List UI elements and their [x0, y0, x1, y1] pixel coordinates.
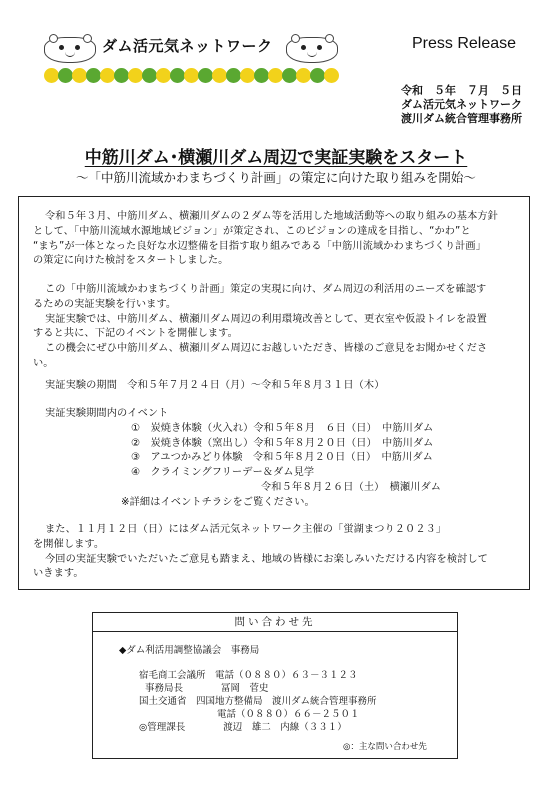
- body-line: 令和５年３月、中筋川ダム、横瀬川ダムの２ダム等を活用した地域活動等への取り組みの基本方針: [45, 211, 498, 222]
- event-item: ④ クライミングフリーデー＆ダム見学: [131, 467, 315, 479]
- body-line: いきます。: [33, 568, 84, 580]
- event-item: ③ アユつかみどり体験 令和５年８月２０日（日） 中筋川ダム: [131, 452, 433, 464]
- decorative-dots: [44, 65, 344, 87]
- body-line: この機会にぜひ中筋川ダム、横瀬川ダム周辺にお越しいただき、皆様のご意見をお聞かせくださ: [45, 343, 488, 355]
- contact-line: 電話（０８８０）６６－２５０１: [217, 709, 360, 720]
- body-line: い。: [33, 358, 54, 369]
- body-line: すると共に、下記のイベントを開催します。: [33, 328, 238, 340]
- body-text-box: [18, 196, 530, 590]
- page-subtitle: ～「中筋川流域かわまちづくり計画」の策定に向けた取り組みを開始～: [76, 170, 476, 185]
- date-block: [372, 84, 522, 126]
- body-line: るための実証実験を行います。: [33, 298, 177, 310]
- body-line: の策定に向けた検討をスタートしました。: [33, 255, 229, 267]
- body-line: また、１１月１２日（日）にはダム活元気ネットワーク主催の「蛍湖まつり２０２３」: [45, 524, 447, 535]
- contact-note: ◎：主な問い合わせ先: [343, 742, 427, 752]
- contact-line: ◎管理課長 渡辺 雄二 内線（３３１）: [139, 722, 347, 733]
- contact-box: [92, 612, 458, 759]
- body-line: この「中筋川流域かわまちづくり計画」策定の実現に向け、ダム周辺の利活用のニーズを確認す: [45, 284, 487, 295]
- dam-mascot-icon: [44, 37, 96, 63]
- issuer-2: 渡川ダム統合管理事務所: [401, 112, 522, 125]
- dam-mascot-icon: [286, 37, 338, 63]
- contact-org: ◆ダム利活用調整協議会 事務局: [119, 645, 260, 656]
- logo-text: ダム活元気ネットワーク: [102, 37, 273, 55]
- contact-line: 事務局長 冨岡 菅史: [145, 683, 269, 694]
- body-line: として、「中筋川流域水源地域ビジョン」が策定され、このビジョンの達成を目指し、“かわ”と: [33, 225, 471, 237]
- event-item-date: 令和５年８月２６日（土） 横瀬川ダム: [261, 482, 442, 493]
- body-line: “まち”が一体となった良好な水辺整備を目指す取り組みである「中筋川流域かわまちづくり計画」: [33, 240, 487, 252]
- event-note: ※詳細はイベントチラシをご覧ください。: [121, 496, 315, 508]
- contact-line: 国土交通省 四国地方整備局 渡川ダム統合管理事務所: [139, 696, 377, 707]
- contact-line: 宿毛商工会議所 電話（０８８０）６３－３１２３: [139, 670, 358, 681]
- page-title: 中筋川ダム･横瀬川ダム周辺で実証実験をスタート: [84, 148, 468, 168]
- body-line: を開催します。: [33, 538, 105, 550]
- body-line: 実証実験では、中筋川ダム、横瀬川ダム周辺の利用環境改善として、更衣室や仮設トイレを設置: [45, 313, 487, 325]
- event-item: ② 炭焼き体験（窯出し）令和５年８月２０日（日） 中筋川ダム: [131, 437, 434, 449]
- logo: [42, 27, 342, 87]
- issuer-1: ダム活元気ネットワーク: [401, 98, 522, 111]
- period-line: 実証実験の期間 令和５年７月２４日（月）～令和５年８月３１日（木）: [45, 380, 385, 391]
- events-heading: 実証実験期間内のイベント: [45, 408, 169, 419]
- event-item: ① 炭焼き体験（火入れ）令和５年８月 ６日（日） 中筋川ダム: [131, 422, 434, 434]
- release-date: 令和 ５年 ７月 ５日: [401, 84, 522, 97]
- body-line: 今回の実証実験でいただいたご意見も踏まえ、地域の皆様にお楽しみいただける内容を検討して: [45, 553, 488, 565]
- press-release-label: Press Release: [412, 35, 517, 52]
- contact-heading: 問い合わせ先: [93, 613, 457, 632]
